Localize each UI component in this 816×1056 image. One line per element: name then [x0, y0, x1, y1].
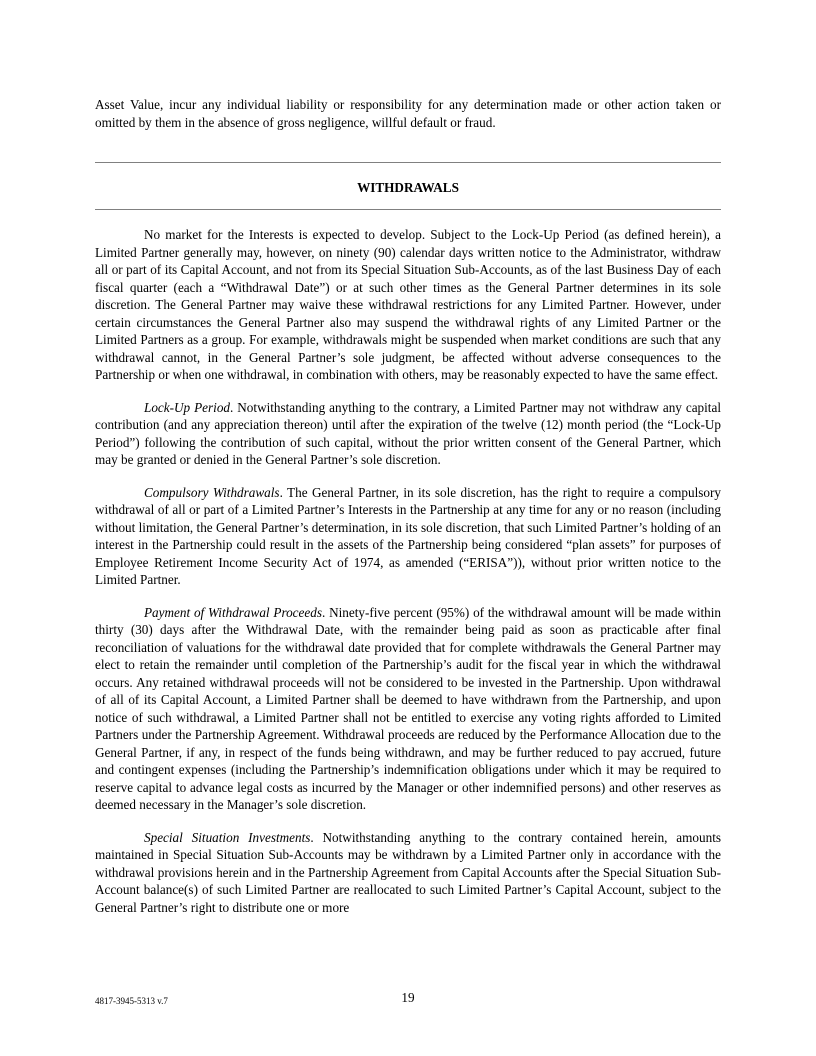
withdrawals-intro-paragraph: No market for the Interests is expected to develop. Subject to the Lock-Up Period (as defined herein), a Limited Partner generally may, however, on ninety (90) calendar days written notice to the Administrator, withdraw all or part of its Capital Account, and not from its Special Situation Sub-Accounts, as of the last Business Day of each fiscal quarter (each a “Withdrawal Date”) or at such other times as the General Partner determines in its sole discretion. The General Partner may waive these withdrawal restrictions for any Limited Partner. However, under certain circumstances the General Partner also may suspend the withdrawal rights of any Limited Partner or the Limited Partners as a group. For example, withdrawals might be suspended when market conditions are such that any withdrawal cannot, in the General Partner’s sole judgment, be affected without adverse consequences to the Partnership or when one withdrawal, in combination with others, may be reasonably expected to have the same effect.: [95, 227, 721, 382]
compulsory-withdrawals-heading: Compulsory Withdrawals: [144, 484, 280, 500]
payment-proceeds-paragraph: [95, 604, 721, 814]
section-rule-bottom: [95, 209, 721, 210]
compulsory-withdrawals-paragraph: [95, 484, 721, 589]
lockup-period-heading: Lock-Up Period: [144, 399, 231, 415]
footer-document-id: 4817-3945-5313 v.7: [95, 996, 168, 1006]
section-heading: WITHDRAWALS: [357, 180, 459, 195]
lockup-period-paragraph: [95, 399, 721, 469]
compulsory-withdrawals-body: . The General Partner, in its sole discretion, has the right to require a compulsory withdrawal of all or part of a Limited Partner’s Interests in the Partnership at any time for any or no reason (including without limitation, the General Partner’s determination, in its sole discretion, that such Limited Partner’s holding of an interest in the Partnership could result in the assets of the Partnership being considered “plan assets” for purposes of Employee Retirement Income Security Act of 1974, as amended (“ERISA”)), without prior written notice to the Limited Partner.: [95, 484, 721, 587]
special-situation-heading: Special Situation Investments: [144, 829, 311, 845]
continuation-paragraph: Asset Value, incur any individual liability or responsibility for any determination made or other action taken or omitted by them in the absence of gross negligence, willful default or fraud.: [95, 97, 721, 130]
document-page: [95, 96, 721, 916]
footer-page-number: 19: [401, 990, 415, 1005]
special-situation-paragraph: [95, 829, 721, 917]
lockup-period-body: . Notwithstanding anything to the contrary, a Limited Partner may not withdraw any capital contribution (and any appreciation thereon) until after the expiration of the twelve (12) month period (the “Lock-Up Period”) following the contribution of such capital, without the prior written consent of the General Partner, which may be granted or denied in the General Partner’s sole discretion.: [95, 399, 721, 467]
section-rule-top: [95, 162, 721, 163]
payment-proceeds-heading: Payment of Withdrawal Proceeds: [144, 604, 322, 620]
special-situation-body: . Notwithstanding anything to the contrary contained herein, amounts maintained in Special Situation Sub-Accounts may be withdrawn by a Limited Partner only in accordance with the withdrawal provisions herein and in the Partnership Agreement from Capital Accounts after the Special Situation Sub-Account balance(s) of such Limited Partner are reallocated to such Limited Partner’s Capital Account, subject to the General Partner’s right to distribute one or more: [95, 829, 721, 915]
payment-proceeds-body: . Ninety-five percent (95%) of the withdrawal amount will be made within thirty (30) days after the Withdrawal Date, with the remainder being paid as soon as practicable after final reconciliation of valuations for the withdrawal date provided that for complete withdrawals the General Partner may elect to retain the remainder until completion of the Partnership’s audit for the fiscal year in which the withdrawal occurs. Any retained withdrawal proceeds will not be considered to be invested in the Partnership. Upon withdrawal of all of its Capital Account, a Limited Partner shall be deemed to have withdrawn from the Partnership, and upon notice of such withdrawal, a Limited Partner shall not be entitled to exercise any voting rights afforded to Limited Partners under the Partnership Agreement. Withdrawal proceeds are reduced by the Performance Allocation due to the General Partner, if any, in respect of the funds being withdrawn, and may be further reduced to pay accrued, future and contingent expenses (including the Partnership’s indemnification obligations under which it may be required to reserve capital to advance legal costs as incurred by the Manager or other indemnified persons) and other reserves as deemed necessary in the Manager’s sole discretion.: [95, 604, 721, 812]
